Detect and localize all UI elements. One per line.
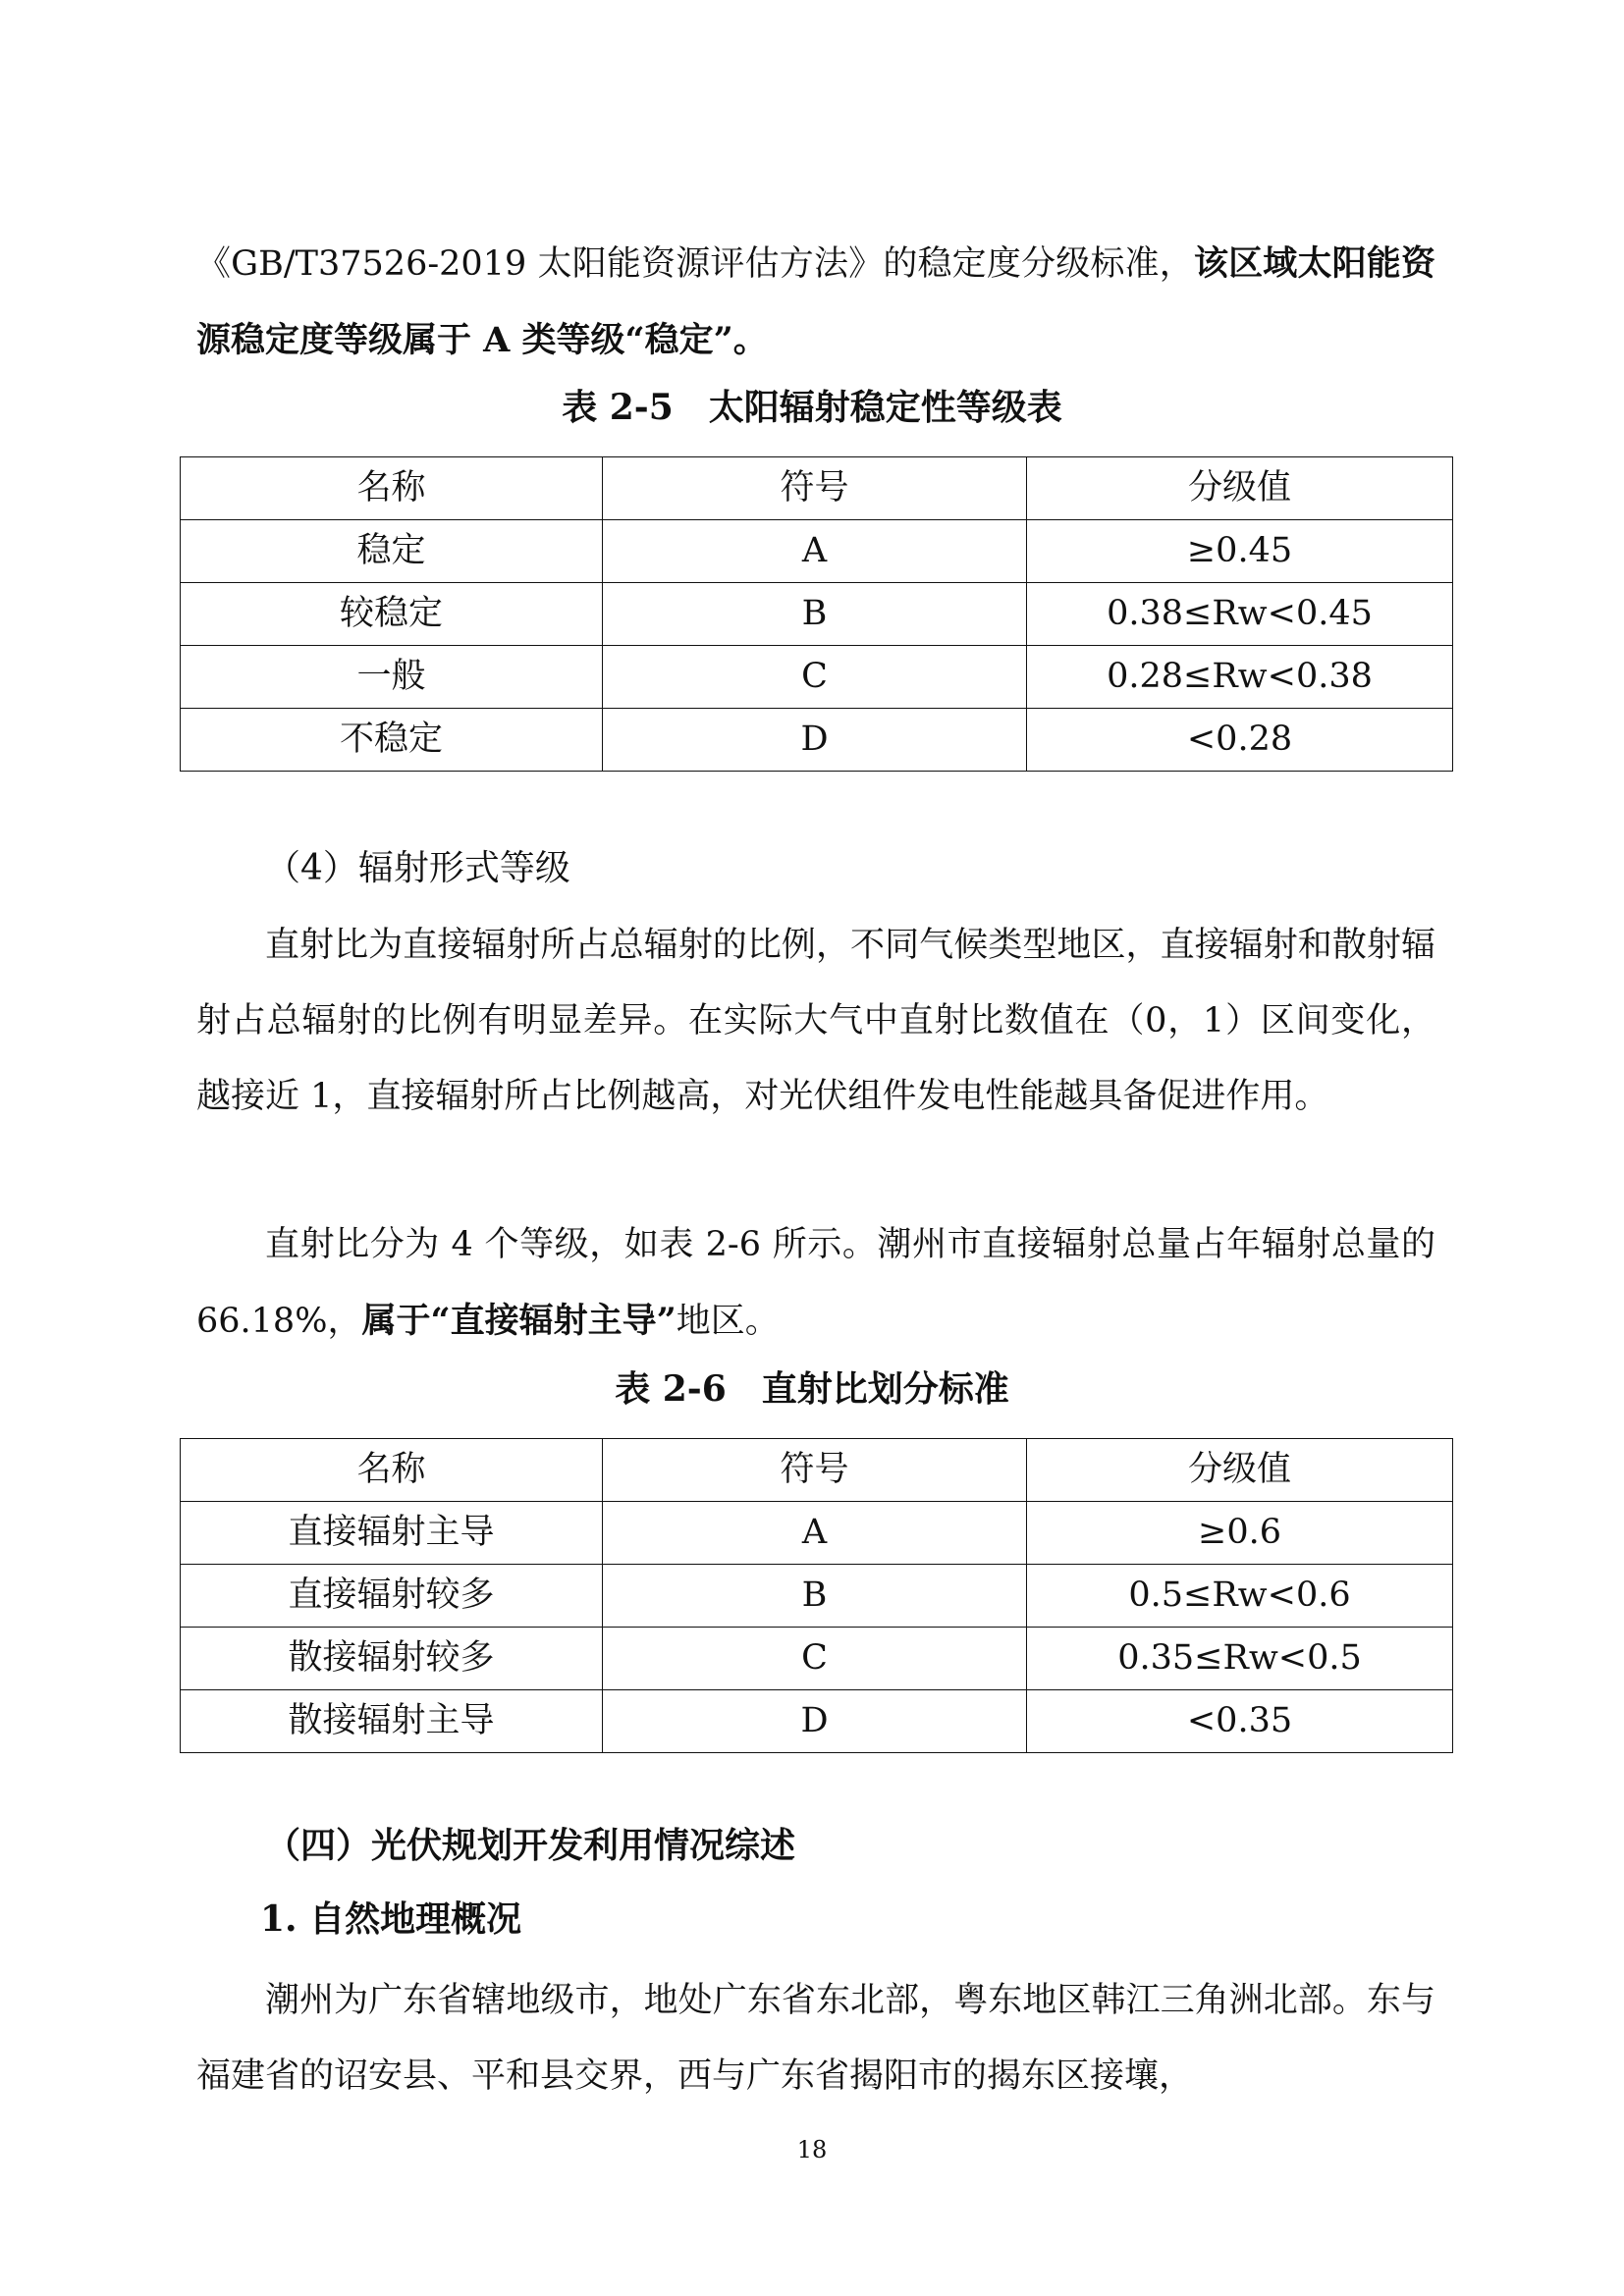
table-cell: 一般 (181, 646, 603, 709)
intro-paragraph (196, 226, 1435, 379)
chapter-heading: （四）光伏规划开发利用情况综述 (265, 1825, 796, 1866)
table-cell: 散接辐射主导 (181, 1690, 603, 1753)
table1-caption-title: 太阳辐射稳定性等级表 (708, 387, 1062, 428)
table-row (181, 1628, 1453, 1690)
table-cell: 0.5≤Rw<0.6 (1027, 1565, 1453, 1628)
table-cell: 散接辐射较多 (181, 1628, 603, 1690)
table-cell: 0.28≤Rw<0.38 (1027, 646, 1453, 709)
table-cell: <0.28 (1027, 709, 1453, 772)
table2-caption-title: 直射比划分标准 (761, 1368, 1009, 1410)
table-cell: D (603, 709, 1027, 772)
table-cell: 直接辐射较多 (181, 1565, 603, 1628)
geography-paragraph: 潮州为广东省辖地级市，地处广东省东北部，粤东地区韩江三角洲北部。东与福建省的诏安县、平和县交界，西与广东省揭阳市的揭东区接壤， (196, 1981, 1435, 2096)
table-cell: A (603, 1502, 1027, 1565)
stability-grade-table (180, 456, 1453, 772)
direct-ratio-grade-paragraph (196, 1207, 1435, 1360)
paragraph-bold-text: 属于“直接辐射主导” (361, 1301, 677, 1341)
table-cell: 0.35≤Rw<0.5 (1027, 1628, 1453, 1690)
table-cell: C (603, 1628, 1027, 1690)
table1-caption-number: 表 2-5 (562, 387, 674, 428)
table-cell: A (603, 520, 1027, 583)
table-row (181, 646, 1453, 709)
table-row (181, 709, 1453, 772)
sub-heading-geography: 1. 自然地理概况 (260, 1898, 522, 1940)
table-cell: 稳定 (181, 520, 603, 583)
direct-ratio-table (180, 1438, 1453, 1753)
table-cell: B (603, 583, 1027, 646)
header-cell-name: 名称 (181, 1439, 603, 1502)
table-row (181, 1565, 1453, 1628)
table-cell: C (603, 646, 1027, 709)
intro-bold-text: 该区域太阳能资源稳定度等级属于 A 类等级“稳定”。 (196, 243, 1435, 360)
header-cell-name: 名称 (181, 457, 603, 520)
table-row (181, 583, 1453, 646)
table-cell: <0.35 (1027, 1690, 1453, 1753)
paragraph-text-end: 地区。 (676, 1302, 780, 1341)
table-header-row (181, 1439, 1453, 1502)
header-cell-value: 分级值 (1027, 457, 1453, 520)
table1-caption (0, 378, 1624, 437)
table-cell: ≥0.6 (1027, 1502, 1453, 1565)
paragraph-text: 直射比分为 4 个等级，如表 2-6 所示。潮州市直接辐射总量占年辐射总量的 66.18%， (196, 1225, 1435, 1341)
direct-ratio-paragraph: 直射比为直接辐射所占总辐射的比例，不同气候类型地区，直接辐射和散射辐射占总辐射的比例有明显差异。在实际大气中直射比数值在（0，1）区间变化，越接近 1，直接辐射所占比例越高，对光伏组件发电性能越具备促进作用。 (196, 926, 1435, 1116)
header-cell-symbol: 符号 (603, 1439, 1027, 1502)
table-cell: 不稳定 (181, 709, 603, 772)
table2-caption-number: 表 2-6 (615, 1368, 727, 1410)
table-cell: 较稳定 (181, 583, 603, 646)
table-row (181, 1690, 1453, 1753)
table-cell: B (603, 1565, 1027, 1628)
table-cell: ≥0.45 (1027, 520, 1453, 583)
table-cell: 0.38≤Rw<0.45 (1027, 583, 1453, 646)
table-row (181, 1502, 1453, 1565)
intro-text: 《GB/T37526-2019 太阳能资源评估方法》的稳定度分级标准， (196, 244, 1194, 284)
header-cell-value: 分级值 (1027, 1439, 1453, 1502)
section-title-radiation-form: （4）辐射形式等级 (265, 848, 570, 888)
table-cell: D (603, 1690, 1027, 1753)
table-cell: 直接辐射主导 (181, 1502, 603, 1565)
table-row (181, 520, 1453, 583)
page-number: 18 (796, 2136, 828, 2163)
header-cell-symbol: 符号 (603, 457, 1027, 520)
table-header-row (181, 457, 1453, 520)
table2-caption (0, 1360, 1624, 1418)
